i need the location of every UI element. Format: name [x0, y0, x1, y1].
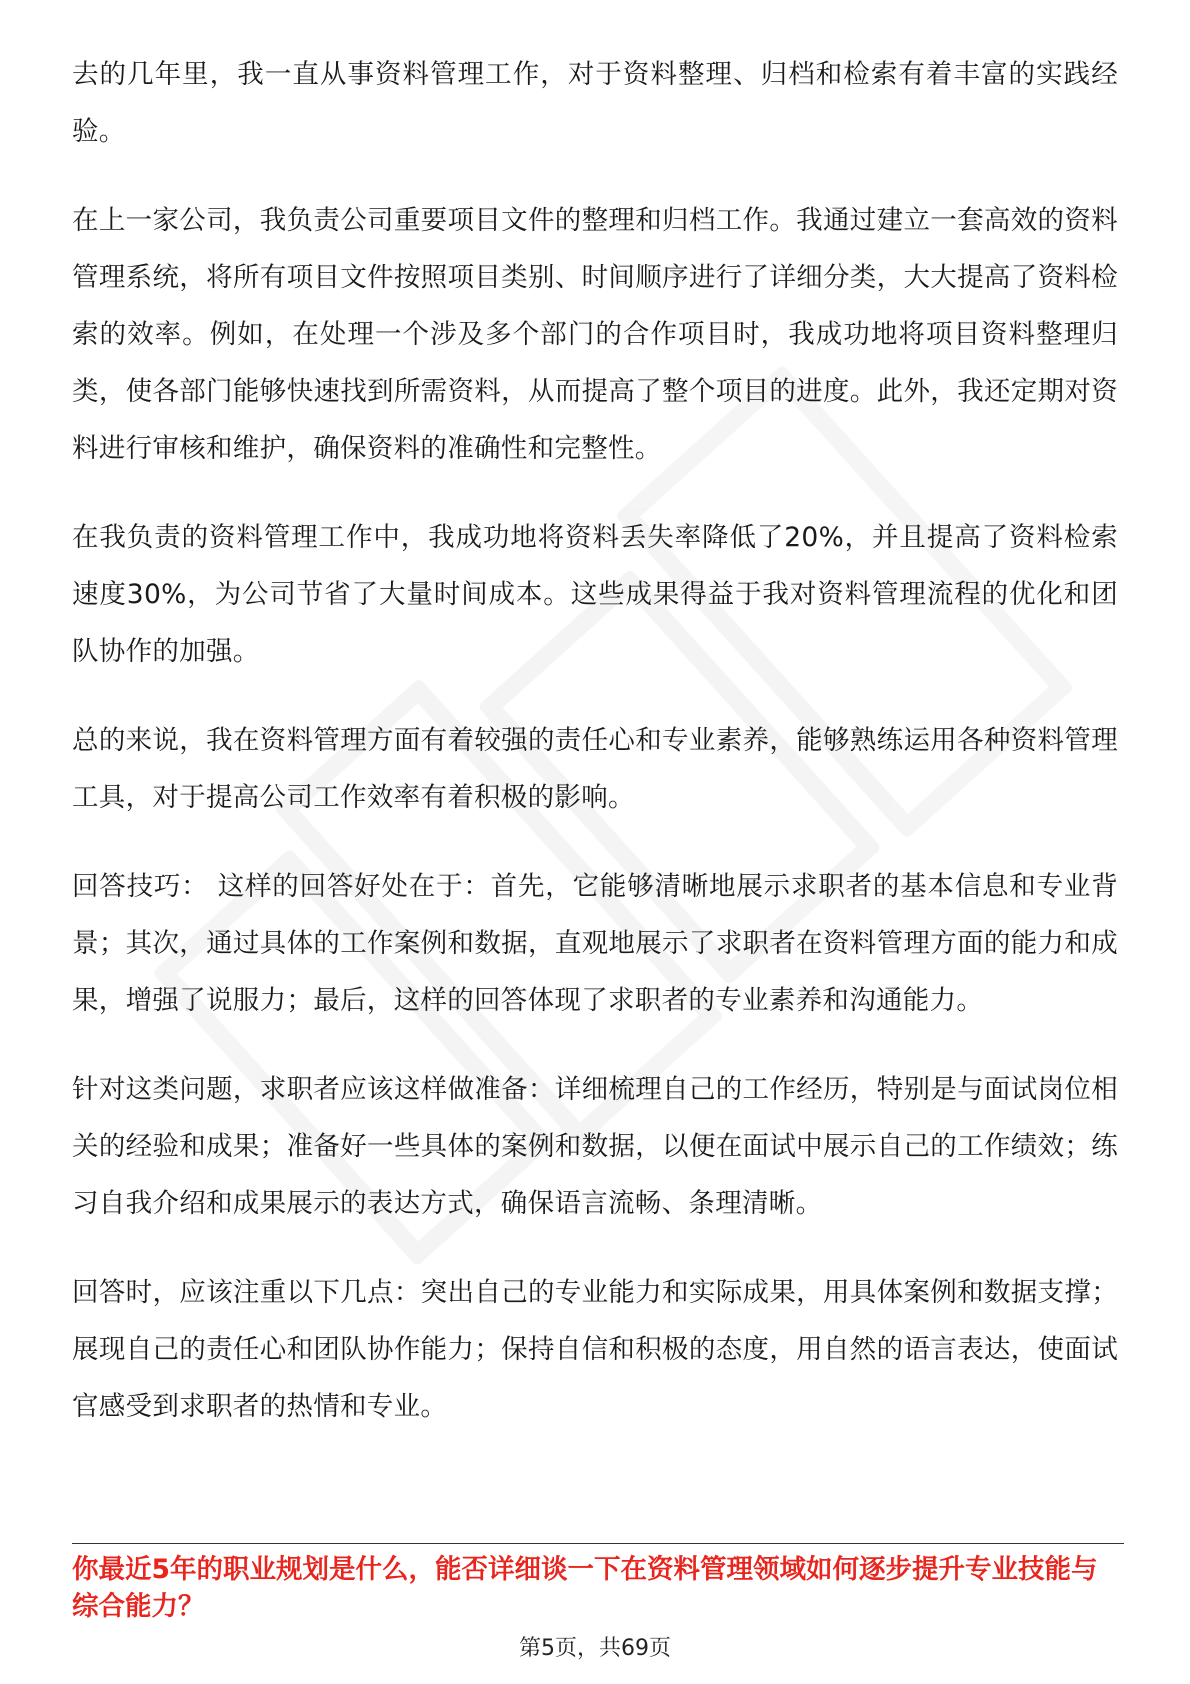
next-question-heading: 你最近5年的职业规划是什么，能否详细谈一下在资料管理领域如何逐步提升专业技能与综合能力？: [72, 1554, 1098, 1622]
paragraph-answer-tips: 回答技巧： 这样的回答好处在于：首先，它能够清晰地展示求职者的基本信息和专业背景；其次，通过具体的工作案例和数据，直观地展示了求职者在资料管理方面的能力和成果，增强了说服力；最后，这样的回答体现了求职者的专业素养和沟通能力。: [72, 871, 1118, 1016]
paragraph-answer-points: 回答时，应该注重以下几点：突出自己的专业能力和实际成果，用具体案例和数据支撑；展现自己的责任心和团队协作能力；保持自信和积极的态度，用自然的语言表达，使面试官感受到求职者的热情和专业。: [72, 1277, 1118, 1422]
paragraph-achievements: 在我负责的资料管理工作中，我成功地将资料丢失率降低了20%，并且提高了资料检索速度30%，为公司节省了大量时间成本。这些成果得益于我对资料管理流程的优化和团队协作的加强。: [72, 522, 1118, 667]
paragraph-preparation: 针对这类问题，求职者应该这样做准备：详细梳理自己的工作经历，特别是与面试岗位相关的经验和成果；准备好一些具体的案例和数据，以便在面试中展示自己的工作绩效；练习自我介绍和成果展示的表达方式，确保语言流畅、条理清晰。: [72, 1074, 1118, 1219]
page-footer: 第5页，共69页: [519, 1636, 671, 1661]
section-divider: [72, 1543, 1124, 1544]
paragraph-intro-continued: 去的几年里，我一直从事资料管理工作，对于资料整理、归档和检索有着丰富的实践经验。: [72, 59, 1118, 147]
paragraph-previous-company: 在上一家公司，我负责公司重要项目文件的整理和归档工作。我通过建立一套高效的资料管理系统，将所有项目文件按照项目类别、时间顺序进行了详细分类，大大提高了资料检索的效率。例如，在处理一个涉及多个部门的合作项目时，我成功地将项目资料整理归类，使各部门能够快速找到所需资料，从而提高了整个项目的进度。此外，我还定期对资料进行审核和维护，确保资料的准确性和完整性。: [72, 205, 1118, 464]
document-body: [72, 46, 1118, 1467]
paragraph-summary: 总的来说，我在资料管理方面有着较强的责任心和专业素养，能够熟练运用各种资料管理工具，对于提高公司工作效率有着积极的影响。: [72, 725, 1118, 813]
